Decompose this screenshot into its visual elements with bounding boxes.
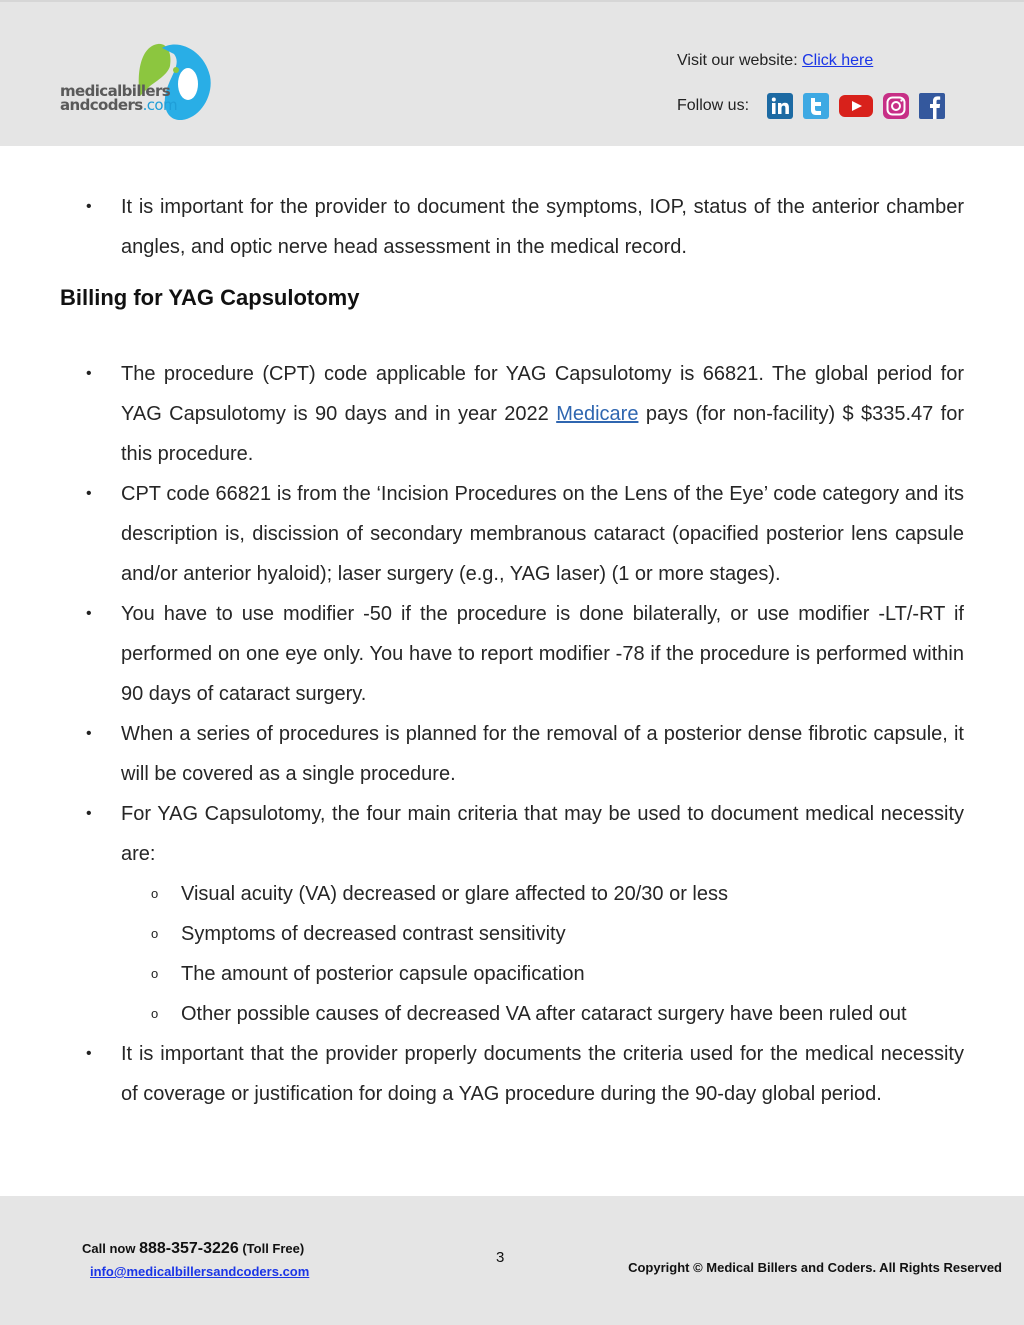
call-now bbox=[82, 1240, 304, 1258]
visit-website bbox=[677, 52, 873, 70]
bullet-icon: • bbox=[86, 198, 92, 215]
circle-bullet-icon: o bbox=[151, 926, 159, 941]
list-item bbox=[60, 794, 964, 874]
twitter-icon[interactable] bbox=[803, 93, 829, 119]
criteria-list bbox=[60, 874, 964, 1034]
list-item-text: For YAG Capsulotomy, the four main criteria that may be used to document medical necessity are: bbox=[121, 803, 964, 865]
criteria-item bbox=[60, 994, 964, 1034]
list-item-text: pays (for non-facility) $ $335.47 for this procedure. bbox=[121, 403, 965, 465]
criteria-text: Other possible causes of decreased VA after cataract surgery have been ruled out bbox=[181, 1003, 907, 1025]
page-footer bbox=[0, 1196, 1024, 1325]
section-heading: Billing for YAG Capsulotomy bbox=[60, 285, 360, 310]
list-item-text: You have to use modifier -50 if the procedure is done bilaterally, or use modifier -LT/-RT if performed on one eye only. You have to report modifier -78 if the procedure is performed within 90 days of cataract surgery. bbox=[121, 603, 964, 705]
copyright-text: Copyright © Medical Billers and Coders. All Rights Reserved bbox=[628, 1260, 1002, 1275]
list-item-text: It is important that the provider properly documents the criteria used for the medical necessity of coverage or justification for doing a YAG procedure during the 90-day global period. bbox=[121, 1043, 964, 1105]
bullet-icon: • bbox=[86, 605, 92, 622]
closing-list bbox=[60, 1034, 964, 1114]
logo-suffix: .com bbox=[142, 96, 177, 114]
list-item-text: When a series of procedures is planned for the removal of a posterior dense fibrotic capsule, it will be covered as a single procedure. bbox=[121, 723, 964, 785]
criteria-text: Visual acuity (VA) decreased or glare affected to 20/30 or less bbox=[181, 883, 728, 905]
criteria-item bbox=[60, 874, 964, 914]
bullet-icon: • bbox=[86, 725, 92, 742]
social-icons bbox=[767, 93, 945, 119]
list-item bbox=[60, 1034, 964, 1114]
intro-list bbox=[60, 187, 964, 267]
facebook-icon[interactable] bbox=[919, 93, 945, 119]
follow-label: Follow us: bbox=[677, 97, 750, 114]
logo-line-1: medicalbillers bbox=[60, 82, 171, 100]
criteria-text: The amount of posterior capsule opacification bbox=[181, 963, 585, 985]
list-item-text: CPT code 66821 is from the ‘Incision Procedures on the Lens of the Eye’ code category and its description is, discission of secondary membranous cataract (opacified posterior lens capsule and/or anterior hyaloid); laser surgery (e.g., YAG laser) (1 or more stages). bbox=[121, 483, 964, 585]
list-item bbox=[60, 474, 964, 594]
spacer bbox=[60, 314, 964, 354]
logo-line-2: andcoders bbox=[60, 96, 143, 114]
list-item bbox=[60, 187, 964, 267]
billing-list bbox=[60, 354, 964, 874]
email-link[interactable]: info@medicalbillersandcoders.com bbox=[90, 1264, 310, 1279]
logo-text bbox=[60, 84, 177, 112]
youtube-icon[interactable] bbox=[839, 93, 873, 119]
visit-label: Visit our website: bbox=[677, 52, 798, 69]
circle-bullet-icon: o bbox=[151, 1006, 159, 1021]
circle-bullet-icon: o bbox=[151, 886, 159, 901]
bullet-icon: • bbox=[86, 1045, 92, 1062]
website-link[interactable]: Click here bbox=[802, 52, 874, 69]
circle-bullet-icon: o bbox=[151, 966, 159, 981]
main-content bbox=[60, 187, 964, 1114]
criteria-item bbox=[60, 914, 964, 954]
bullet-icon: • bbox=[86, 365, 92, 382]
list-item bbox=[60, 354, 964, 474]
list-item-text: The procedure (CPT) code applicable for YAG Capsulotomy is 66821. The global period for YAG Capsulotomy is 90 days and in year 2022 bbox=[121, 363, 964, 425]
page-header bbox=[0, 0, 1024, 146]
criteria-text: Symptoms of decreased contrast sensitivity bbox=[181, 923, 566, 945]
phone-number[interactable]: 888-357-3226 bbox=[139, 1240, 239, 1257]
linkedin-icon[interactable] bbox=[767, 93, 793, 119]
bullet-icon: • bbox=[86, 805, 92, 822]
page-number: 3 bbox=[496, 1249, 505, 1266]
list-item-text: It is important for the provider to document the symptoms, IOP, status of the anterior chamber angles, and optic nerve head assessment in the medical record. bbox=[121, 196, 964, 258]
instagram-icon[interactable] bbox=[883, 93, 909, 119]
medicare-link[interactable]: Medicare bbox=[556, 403, 639, 425]
company-logo[interactable] bbox=[58, 40, 228, 126]
list-item bbox=[60, 594, 964, 714]
criteria-item bbox=[60, 954, 964, 994]
call-label: Call now bbox=[82, 1241, 136, 1256]
bullet-icon: • bbox=[86, 485, 92, 502]
list-item bbox=[60, 714, 964, 794]
toll-free-label: (Toll Free) bbox=[242, 1241, 305, 1256]
